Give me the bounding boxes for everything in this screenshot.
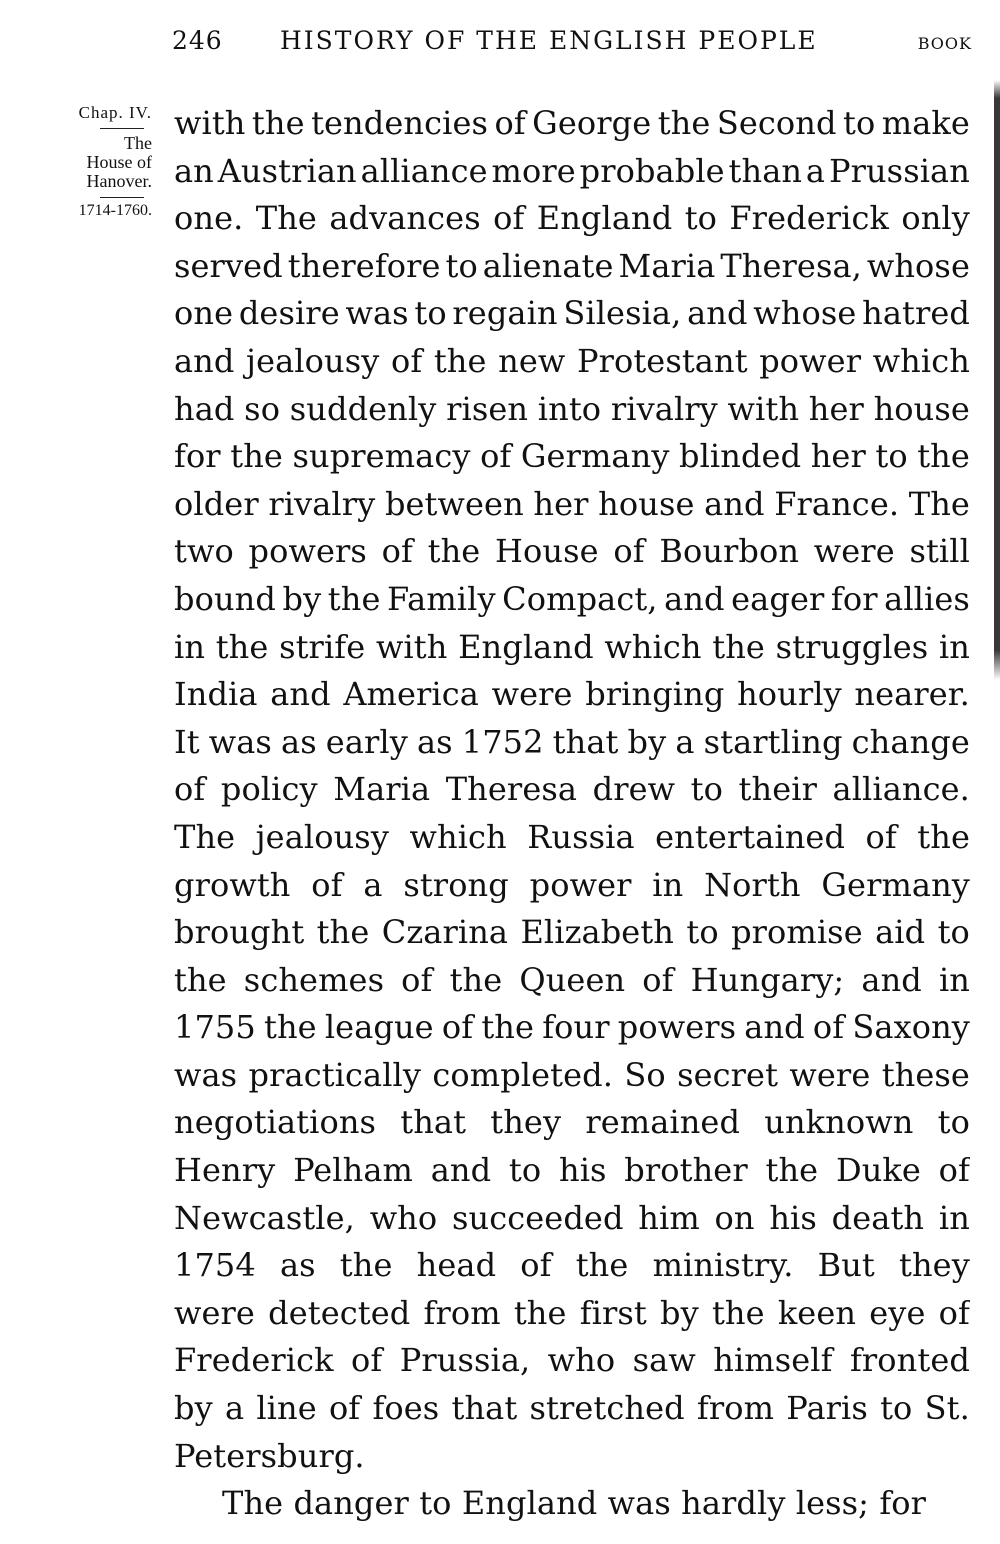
word: negotiations [174, 1103, 377, 1142]
text-line [174, 100, 970, 148]
word: head [416, 1246, 497, 1285]
word: bound [174, 579, 276, 618]
word: blinded [679, 437, 802, 476]
word: the [765, 1151, 819, 1190]
word: power [759, 341, 862, 380]
sidenote-topic-line: Hanover. [86, 170, 152, 191]
word: and [430, 1151, 492, 1190]
word: in [938, 960, 970, 999]
word: advances [329, 199, 481, 238]
word: risen [446, 389, 529, 428]
text-line [174, 719, 970, 767]
text-line: The danger to England was hardly less; for [222, 1484, 927, 1523]
word: Second [716, 104, 837, 142]
word: by [627, 722, 667, 761]
word: a [805, 151, 826, 190]
word: of [493, 199, 525, 238]
word: Austrian [217, 151, 357, 190]
word: Prussian [828, 151, 970, 190]
word: of [494, 104, 526, 142]
word: who [547, 1341, 616, 1380]
word: served [174, 246, 283, 285]
text-line [174, 243, 970, 291]
word: of [480, 437, 512, 476]
word: two [174, 532, 234, 571]
word: as [281, 722, 317, 761]
word: So [624, 1055, 666, 1094]
word: her [808, 389, 864, 428]
word: as [416, 722, 453, 761]
word: in [652, 865, 684, 904]
word: saw [632, 1341, 696, 1380]
word: which [409, 817, 507, 856]
sidenote-rule [100, 128, 144, 129]
word: in [938, 627, 970, 666]
sidenote-topic-line: The [124, 132, 152, 153]
word: 1754 [174, 1246, 256, 1285]
word: hourly [737, 675, 842, 714]
word: jealousy [246, 341, 380, 380]
word: eager [731, 579, 825, 618]
word: schemes [243, 960, 385, 999]
word: fronted [849, 1341, 970, 1380]
word: North [704, 865, 801, 904]
word: to [684, 199, 718, 238]
word: of [351, 1341, 383, 1380]
word: Prussia, [399, 1341, 531, 1380]
word: Bourbon [659, 532, 800, 571]
word: to [445, 246, 478, 285]
word: aid [875, 913, 926, 952]
word: the [215, 627, 269, 666]
word: Protestant [576, 341, 748, 380]
word: practically [248, 1055, 422, 1094]
word: their [738, 770, 817, 809]
word: Hungary; [690, 960, 845, 999]
word: Germany [821, 865, 970, 904]
word: keen [777, 1293, 857, 1332]
text-line [174, 528, 970, 576]
text-line [174, 1195, 970, 1243]
word: alienate [482, 246, 614, 285]
word: stretched [529, 1389, 685, 1428]
word: and [861, 960, 922, 999]
word: policy [220, 770, 318, 809]
word: of [441, 1008, 474, 1047]
book-label: BOOK [917, 34, 972, 53]
word: her [533, 484, 589, 523]
text-line [174, 1290, 970, 1338]
word: Maria [333, 770, 431, 809]
text-line [174, 433, 970, 481]
word: of [938, 1293, 970, 1332]
text-line [174, 1385, 970, 1433]
word: Family [387, 579, 496, 618]
word: unknown [764, 1103, 914, 1142]
word: the [657, 104, 711, 142]
page-edge-shadow [994, 80, 1000, 680]
word: these [881, 1055, 970, 1094]
word: by [174, 1389, 213, 1428]
word: strife [279, 627, 366, 666]
word: of [812, 1008, 845, 1047]
word: as [279, 1246, 316, 1285]
text-line [174, 195, 970, 243]
word: It [174, 722, 200, 761]
word: new [498, 341, 566, 380]
word: of [390, 341, 423, 380]
word: 1752 [461, 722, 544, 761]
word: the [711, 1293, 765, 1332]
word: of [613, 532, 645, 571]
word: America [343, 675, 479, 714]
word: the [433, 341, 487, 380]
word: completed. [432, 1055, 614, 1094]
word: one [174, 294, 234, 333]
word: ministry. [652, 1246, 794, 1285]
word: change [851, 722, 970, 761]
word: himself [713, 1341, 833, 1380]
word: struggles [775, 627, 929, 666]
word: Silesia, [563, 294, 682, 333]
word: rivalry [610, 389, 718, 428]
word: league [324, 1008, 434, 1047]
word: suddenly [289, 389, 437, 428]
word: had [174, 389, 235, 428]
word: from [423, 1293, 501, 1332]
word: to [875, 437, 908, 476]
sidenote-chapter: Chap. IV. [78, 103, 152, 122]
word: on [714, 1198, 755, 1237]
word: was [345, 294, 409, 333]
word: with [174, 104, 246, 142]
word: Newcastle, [174, 1198, 355, 1237]
word: George [532, 104, 652, 142]
word: the [174, 960, 227, 999]
word: growth [174, 865, 291, 904]
word: probable [579, 151, 725, 190]
word: of [381, 532, 413, 571]
text-line [174, 957, 970, 1005]
word: house [873, 389, 970, 428]
word: make [881, 104, 970, 142]
text-line [174, 1052, 970, 1100]
word: that [552, 722, 619, 761]
word: line [256, 1389, 317, 1428]
word: allies [884, 579, 970, 618]
word: who [369, 1198, 438, 1237]
running-header [172, 22, 972, 66]
word: by [660, 1293, 699, 1332]
word: her [810, 437, 866, 476]
word: that [451, 1389, 518, 1428]
word: of [865, 817, 897, 856]
word: the [481, 1008, 535, 1047]
word: Frederick [729, 199, 889, 238]
word: The [174, 817, 236, 856]
text-line [174, 290, 970, 338]
word: regain [452, 294, 558, 333]
text-line [174, 624, 970, 672]
word: was [208, 722, 272, 761]
word: into [537, 389, 602, 428]
word: death [831, 1198, 925, 1237]
word: to [414, 294, 447, 333]
text-line [174, 1147, 970, 1195]
word: 1755 [174, 1008, 256, 1047]
word: England [458, 627, 594, 666]
word: desire [238, 294, 340, 333]
word: India [174, 675, 258, 714]
word: the [327, 579, 381, 618]
word: But [817, 1246, 875, 1285]
word: of [642, 960, 674, 999]
text-line [174, 148, 970, 196]
word: the [917, 817, 970, 856]
word: promise [731, 913, 863, 952]
word: powers [248, 532, 367, 571]
word: The [908, 484, 970, 523]
page-number: 246 [172, 26, 223, 55]
word: the [263, 1008, 317, 1047]
word: supremacy [292, 437, 471, 476]
word: him [638, 1198, 700, 1237]
word: with [727, 389, 800, 428]
word: Saxony [852, 1008, 970, 1047]
word: bringing [585, 675, 725, 714]
word: nearer. [854, 675, 970, 714]
word: in [938, 1198, 970, 1237]
word: in [174, 627, 206, 666]
word: Russia [527, 817, 635, 856]
word: from [696, 1389, 775, 1428]
word: The [255, 199, 317, 238]
word: more [491, 151, 576, 190]
word: Elizabeth [520, 913, 675, 952]
word: of [520, 1246, 552, 1285]
margin-sidenote [30, 104, 152, 219]
word: and [270, 675, 331, 714]
word: brought [174, 913, 305, 952]
word: the [712, 627, 765, 666]
word: his [769, 1198, 817, 1237]
word: secret [677, 1055, 779, 1094]
word: a [363, 865, 383, 904]
word: drew [592, 770, 676, 809]
word: house [598, 484, 695, 523]
word: the [339, 1246, 393, 1285]
word: of [328, 1389, 361, 1428]
word: the [917, 437, 970, 476]
word: whose [866, 246, 970, 285]
word: Compact, [502, 579, 658, 618]
word: which [604, 627, 702, 666]
word: powers [617, 1008, 737, 1047]
word: between [384, 484, 524, 523]
text-line [174, 862, 970, 910]
text-line [174, 1099, 970, 1147]
word: to [937, 1103, 970, 1142]
word: for [174, 437, 221, 476]
text-line [174, 1337, 970, 1385]
word: the [230, 437, 283, 476]
word: foes [372, 1389, 440, 1428]
word: the [427, 532, 481, 571]
word: rivalry [268, 484, 376, 523]
word: brother [624, 1151, 748, 1190]
text-line [174, 814, 970, 862]
word: to [686, 913, 719, 952]
word: Germany [520, 437, 670, 476]
text-line [174, 338, 970, 386]
text-line [174, 909, 970, 957]
word: the [575, 1246, 629, 1285]
word: to [937, 913, 970, 952]
word: England [536, 199, 673, 238]
word: and [744, 1008, 805, 1047]
word: power [529, 865, 632, 904]
word: a [675, 722, 695, 761]
word: jealousy [255, 817, 390, 856]
word: older [174, 484, 259, 523]
text-line [174, 481, 970, 529]
word: were [789, 1055, 871, 1094]
word: Theresa [445, 770, 578, 809]
word: and [664, 579, 725, 618]
word: and [687, 294, 748, 333]
word: to [690, 770, 723, 809]
word: was [174, 1055, 238, 1094]
word: Duke [835, 1151, 921, 1190]
word: his [558, 1151, 607, 1190]
text-line [174, 576, 970, 624]
word: were [174, 1293, 255, 1332]
word: that [400, 1103, 467, 1142]
word: they [899, 1246, 970, 1285]
word: the [449, 960, 503, 999]
word: France. [774, 484, 900, 523]
text-line [174, 386, 970, 434]
word: still [909, 532, 970, 571]
word: Theresa, [720, 246, 862, 285]
word: which [872, 341, 970, 380]
text-line [174, 671, 970, 719]
word: were [491, 675, 573, 714]
word: succeeded [452, 1198, 624, 1237]
word: the [251, 104, 305, 142]
word: Pelham [293, 1151, 413, 1190]
word: for [830, 579, 878, 618]
word: so [244, 389, 281, 428]
word: of [174, 770, 206, 809]
word: to [880, 1389, 913, 1428]
word: Queen [519, 960, 626, 999]
word: of [938, 1151, 970, 1190]
word: early [325, 722, 408, 761]
word: a [224, 1389, 245, 1428]
word: remained [585, 1103, 741, 1142]
word: strong [403, 865, 509, 904]
word: than [728, 151, 803, 190]
word: startling [703, 722, 843, 761]
word: whose [753, 294, 857, 333]
word: they [490, 1103, 562, 1142]
word: Frederick [174, 1341, 334, 1380]
word: with [375, 627, 448, 666]
word: one. [174, 199, 244, 238]
sidenote-rule [100, 197, 144, 198]
word: only [901, 199, 970, 238]
sidenote-topic-line: House of [86, 151, 152, 172]
word: by [282, 579, 322, 618]
running-title: HISTORY OF THE ENGLISH PEOPLE [280, 26, 818, 55]
text-line [174, 1004, 970, 1052]
word: House [495, 532, 599, 571]
body-text [174, 100, 970, 1528]
word: detected [268, 1293, 411, 1332]
word: of [401, 960, 433, 999]
word: therefore [287, 246, 441, 285]
word: first [579, 1293, 647, 1332]
word: to [843, 104, 876, 142]
word: the [316, 913, 370, 952]
word: hatred [862, 294, 970, 333]
word: tendencies [311, 104, 489, 142]
word: Maria [618, 246, 716, 285]
word: an [174, 151, 214, 190]
text-line: Petersburg. [174, 1436, 365, 1475]
word: eye [869, 1293, 926, 1332]
word: entertained [655, 817, 846, 856]
word: Henry [174, 1151, 276, 1190]
text-line [174, 1242, 970, 1290]
sidenote-years: 1714-1760. [78, 201, 152, 219]
word: were [813, 532, 895, 571]
word: St. [924, 1389, 970, 1428]
word: of [311, 865, 343, 904]
text-line [174, 766, 970, 814]
word: to [508, 1151, 542, 1190]
word: the [513, 1293, 567, 1332]
word: Paris [786, 1389, 868, 1428]
word: four [542, 1008, 610, 1047]
word: alliance [360, 151, 488, 190]
word: Czarina [381, 913, 509, 952]
word: and [174, 341, 235, 380]
word: alliance. [832, 770, 970, 809]
word: and [704, 484, 765, 523]
